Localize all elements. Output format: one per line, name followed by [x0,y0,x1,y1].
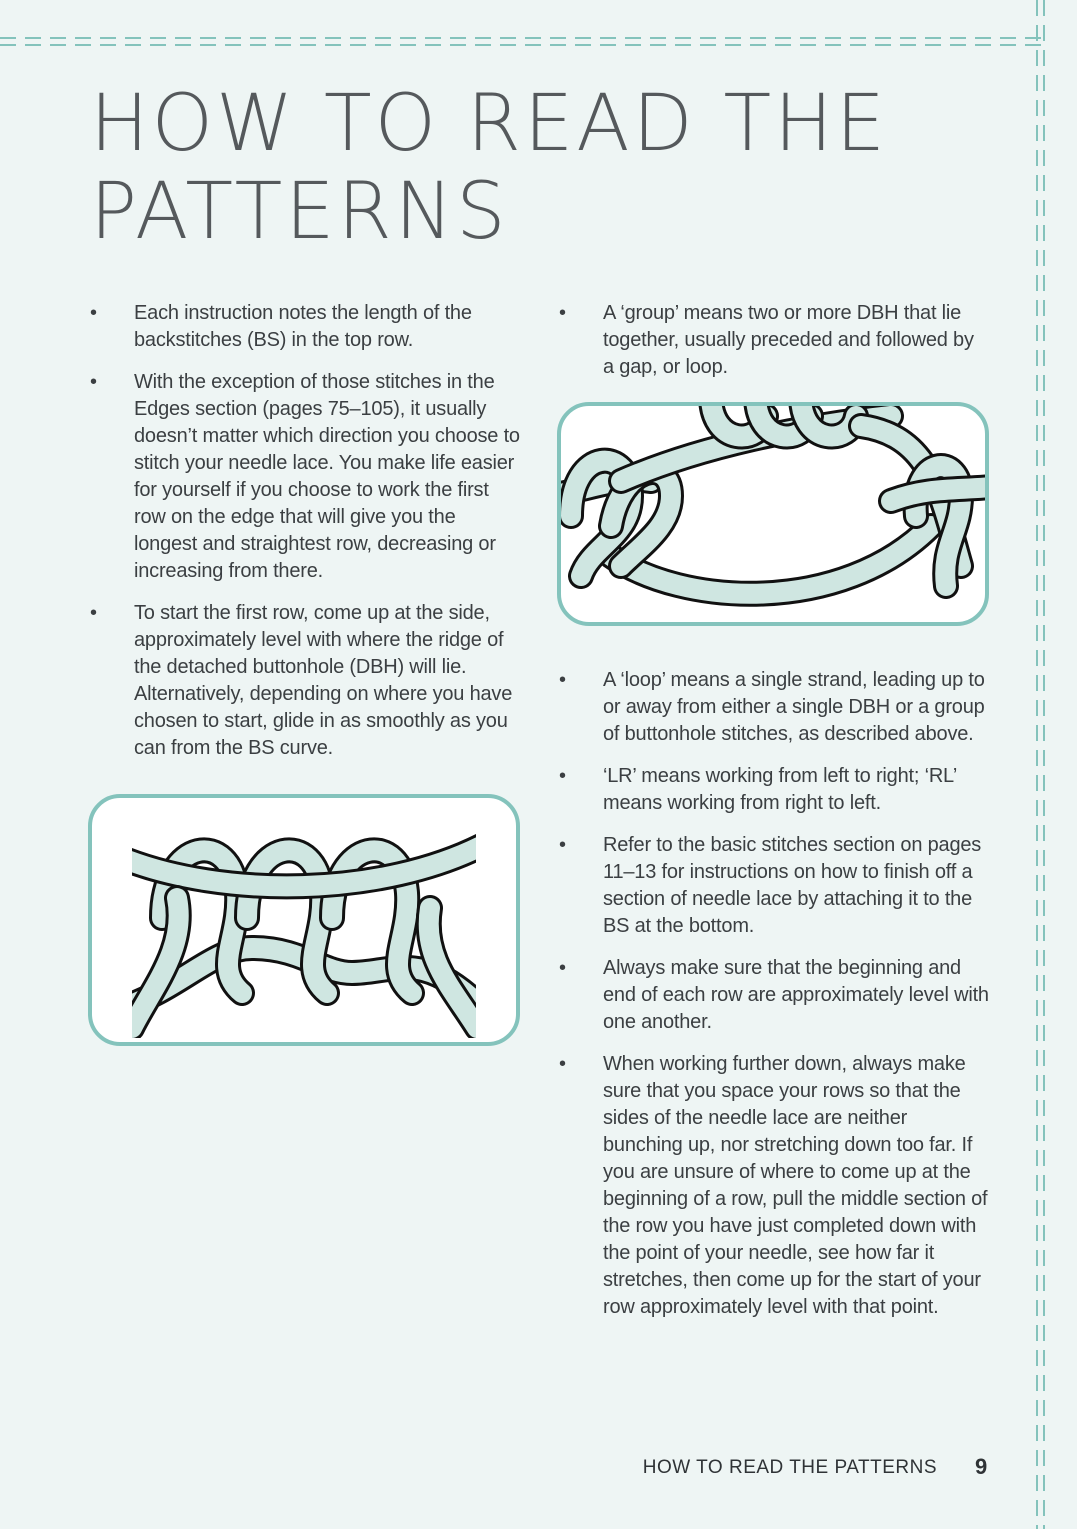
list-item-text: To start the first row, come up at the side, approximately level with where the ridge of the detached buttonhole (DBH) will lie. Alternatively, depending on where you have chosen to start, glide in as smoothly as you can from the BS curve. [134,602,513,759]
bullet: • [90,602,97,624]
left-column-list [90,300,520,777]
list-item [559,832,989,940]
right-column-list-bottom [559,667,989,1336]
bullet: • [559,1053,566,1075]
list-item [559,300,989,381]
bullet: • [559,669,566,691]
list-item-text: With the exception of those stitches in the Edges section (pages 75–105), it usually doesn’t matter which direction you choose to stitch your needle lace. You make life easier for yourself if you choose to work the first row on the edge that will give you the longest and straightest row, decreasing or increasing from there. [134,371,520,582]
dbh-group-drawing [92,798,516,1042]
title-line-1: HOW TO READ THE [90,79,889,169]
list-item [90,300,520,354]
dbh-loop-drawing [561,406,985,622]
top-stitch-border [0,36,1048,48]
list-item-text: Refer to the basic stitches section on pages 11–13 for instructions on how to finish off a section of needle lace by attaching it to the BS at the bottom. [603,834,982,937]
bullet: • [90,302,97,324]
list-item [90,369,520,585]
dbh-group-illustration [88,794,520,1046]
list-item-text: A ‘loop’ means a single strand, leading up to or away from either a single DBH or a group of buttonhole stitches, as described above. [603,669,985,745]
list-item [559,667,989,748]
title-line-2: PATTERNS [90,167,509,257]
bullet: • [559,957,566,979]
list-item-text: A ‘group’ means two or more DBH that lie together, usually preceded and followed by a gap, or loop. [603,302,974,378]
bullet: • [559,765,566,787]
bullet: • [90,371,97,393]
list-item-text: When working further down, always make sure that you space your rows so that the sides of the needle lace are neither bunching up, nor stretching down too far. If you are unsure of where to come up at the beginning of a row, pull the middle section of the row you have just completed down with the point of your needle, see how far it stretches, then come up for the start of your row approximately level with that point. [603,1053,988,1318]
right-column-list-top [559,300,989,396]
dbh-loop-illustration [557,402,989,626]
list-item [90,600,520,762]
list-item-text: ‘LR’ means working from left to right; ‘RL’ means working from right to left. [603,765,957,814]
bullet: • [559,834,566,856]
top-middle-group [621,406,891,481]
page-title [90,80,990,256]
bullet: • [559,302,566,324]
list-item [559,763,989,817]
list-item-text: Always make sure that the beginning and end of each row are approximately level with one another. [603,957,989,1033]
list-item [559,1051,989,1321]
running-footer: HOW TO READ THE PATTERNS [642,1457,937,1478]
list-item [559,955,989,1036]
right-stitch-border [1034,0,1048,1529]
list-item-text: Each instruction notes the length of the backstitches (BS) in the top row. [134,302,472,351]
page-number: 9 [975,1454,988,1479]
